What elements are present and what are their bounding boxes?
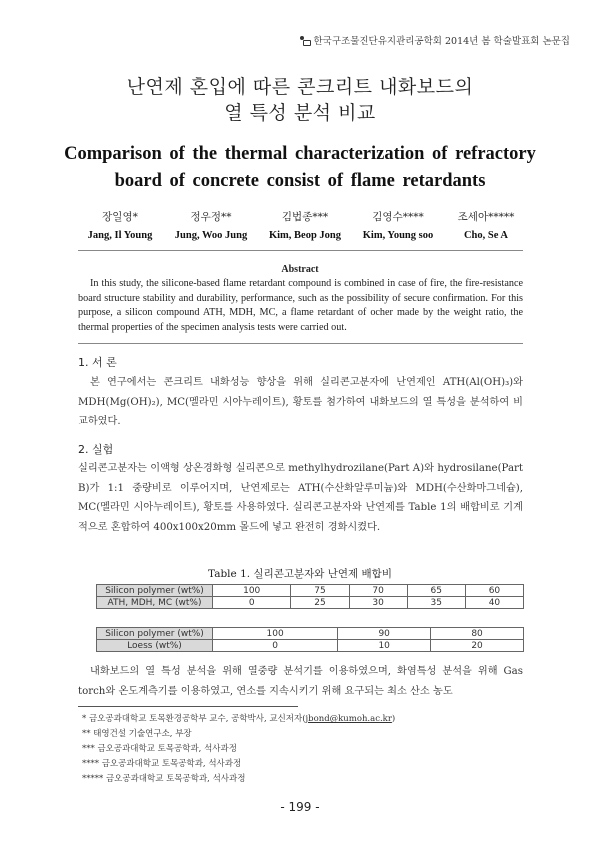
table-caption: Table 1. 실리콘고분자와 난연제 배합비: [208, 568, 392, 580]
author-name-ko: 조세아*****: [457, 211, 515, 223]
table-cell: 10: [338, 640, 431, 652]
table-cell: 20: [431, 640, 524, 652]
korean-title-line-1: 난연제 혼입에 따른 콘크리트 내화보드의: [126, 76, 474, 98]
table-cell: 65: [407, 585, 465, 597]
footnote-3: *** 금오공과대학교 토목공학과, 석사과정: [82, 744, 237, 754]
english-title-line-2: board of concrete consist of flame retardants: [114, 171, 486, 191]
footnote-1-text: * 금오공과대학교 토목환경공학부 교수, 공학박사, 교신저자(: [82, 714, 306, 724]
divider-top: [78, 250, 523, 251]
table-cell: 0: [213, 640, 338, 652]
section-2-heading: 2. 실험: [78, 443, 114, 456]
table-row: [97, 597, 524, 609]
row-label: Silicon polymer (wt%): [97, 585, 213, 597]
table-cell: 90: [338, 628, 431, 640]
footnote-1: [82, 712, 395, 724]
footnote-divider: [78, 706, 298, 707]
table-cell: 0: [213, 597, 291, 609]
email-link[interactable]: jbond@kumoh.ac.kr: [305, 714, 392, 724]
author-name-en: Jang, Il Young: [87, 230, 153, 241]
table-cell: 100: [213, 585, 291, 597]
author-4: [352, 209, 444, 241]
table-cell: 75: [291, 585, 349, 597]
abstract-text: In this study, the silicone-based flame retardant compound is combined in case of fire, the fire-resistance board structure stability and durability, performance, such as the possibility of secure confirmation. For this purpose, a silicon compound ATH, MDH, MC, a flame retardant of ocher made by the weight ratio, the thermal properties of the specimen analysis tests were carried out.: [78, 278, 523, 333]
author-name-en: Cho, Se A: [463, 230, 509, 241]
english-title-line-1: Comparison of the thermal characterization of refractory: [64, 144, 536, 164]
table-cell: 100: [213, 628, 338, 640]
footnote-1-end: ): [391, 714, 396, 724]
pen-icon: [299, 35, 309, 45]
row-label: ATH, MDH, MC (wt%): [97, 597, 213, 609]
running-header-text: 한국구조물진단유지관리공학회 2014년 봄 학술발표회 논문집: [313, 36, 570, 47]
korean-title-line-2: 열 특성 분석 비교: [224, 102, 376, 124]
section-2-body: 실리콘고분자는 이액형 상온경화형 실리콘으로 methylhydrozilane(Part A)와 hydrosilane(Part B)가 1:1 중량비로 이루어지며, 난연제로는 ATH(수산화알루미늄)와 MDH(수산화마그네슘), MC(멜라민 시아누레이트), 황토를 사용하였다. 실리콘고분자와 난연제를 Table 1의 배합비로 기계적으로 혼합하여 400x100x20mm 몰드에 넣고 완전히 경화시켰다.: [78, 463, 523, 533]
section-1-heading: 1. 서 론: [78, 356, 117, 369]
running-header: [299, 33, 570, 47]
table-row: [97, 585, 524, 597]
table-cell: 40: [465, 597, 523, 609]
table-cell: 30: [349, 597, 407, 609]
author-name-en: Jung, Woo Jung: [174, 230, 248, 241]
table-row: [97, 640, 524, 652]
page-number: - 199 -: [280, 800, 320, 814]
author-3: [260, 209, 350, 241]
author-name-ko: 김영수****: [372, 211, 424, 223]
author-name-ko: 김법종***: [281, 211, 329, 223]
author-name-ko: 정우정**: [190, 211, 232, 223]
table-cell: 80: [431, 628, 524, 640]
row-label: Loess (wt%): [97, 640, 213, 652]
table-cell: 60: [465, 585, 523, 597]
table-cell: 35: [407, 597, 465, 609]
table-cell: 70: [349, 585, 407, 597]
footnote-4: **** 금오공과대학교 토목공학과, 석사과정: [82, 759, 242, 769]
author-name-ko: 장일영*: [102, 211, 138, 223]
divider-bottom: [78, 343, 523, 344]
footnote-5: ***** 금오공과대학교 토목공학과, 석사과정: [82, 774, 246, 784]
mix-ratio-table-1: [96, 584, 524, 609]
row-label: Silicon polymer (wt%): [97, 628, 213, 640]
section-1-body: 본 연구에서는 콘크리트 내화성능 향상을 위해 실리콘고분자에 난연제인 ATH(Al(OH)₃)와 MDH(Mg(OH)₂), MC(멜라민 시아누레이트), 황토를 첨가하여 내화보드의 열 특성을 분석하여 비교하였다.: [78, 377, 523, 427]
author-name-en: Kim, Young soo: [362, 230, 434, 241]
table-cell: 25: [291, 597, 349, 609]
mix-ratio-table-2: [96, 627, 524, 652]
author-2: [166, 209, 256, 241]
body-paragraph-3: 내화보드의 열 특성 분석을 위해 열중량 분석기를 이용하였으며, 화염특성 분석을 위해 Gas torch와 온도계측기를 이용하였고, 연소를 지속시키기 위해 요구되는 최소 산소 농도: [78, 666, 523, 697]
footnote-2: ** 태영건설 기술연구소, 부장: [82, 729, 192, 739]
author-name-en: Kim, Beop Jong: [268, 230, 342, 241]
table-row: [97, 628, 524, 640]
author-5: [448, 209, 524, 241]
author-1: [78, 209, 162, 241]
abstract-title: Abstract: [281, 264, 319, 275]
